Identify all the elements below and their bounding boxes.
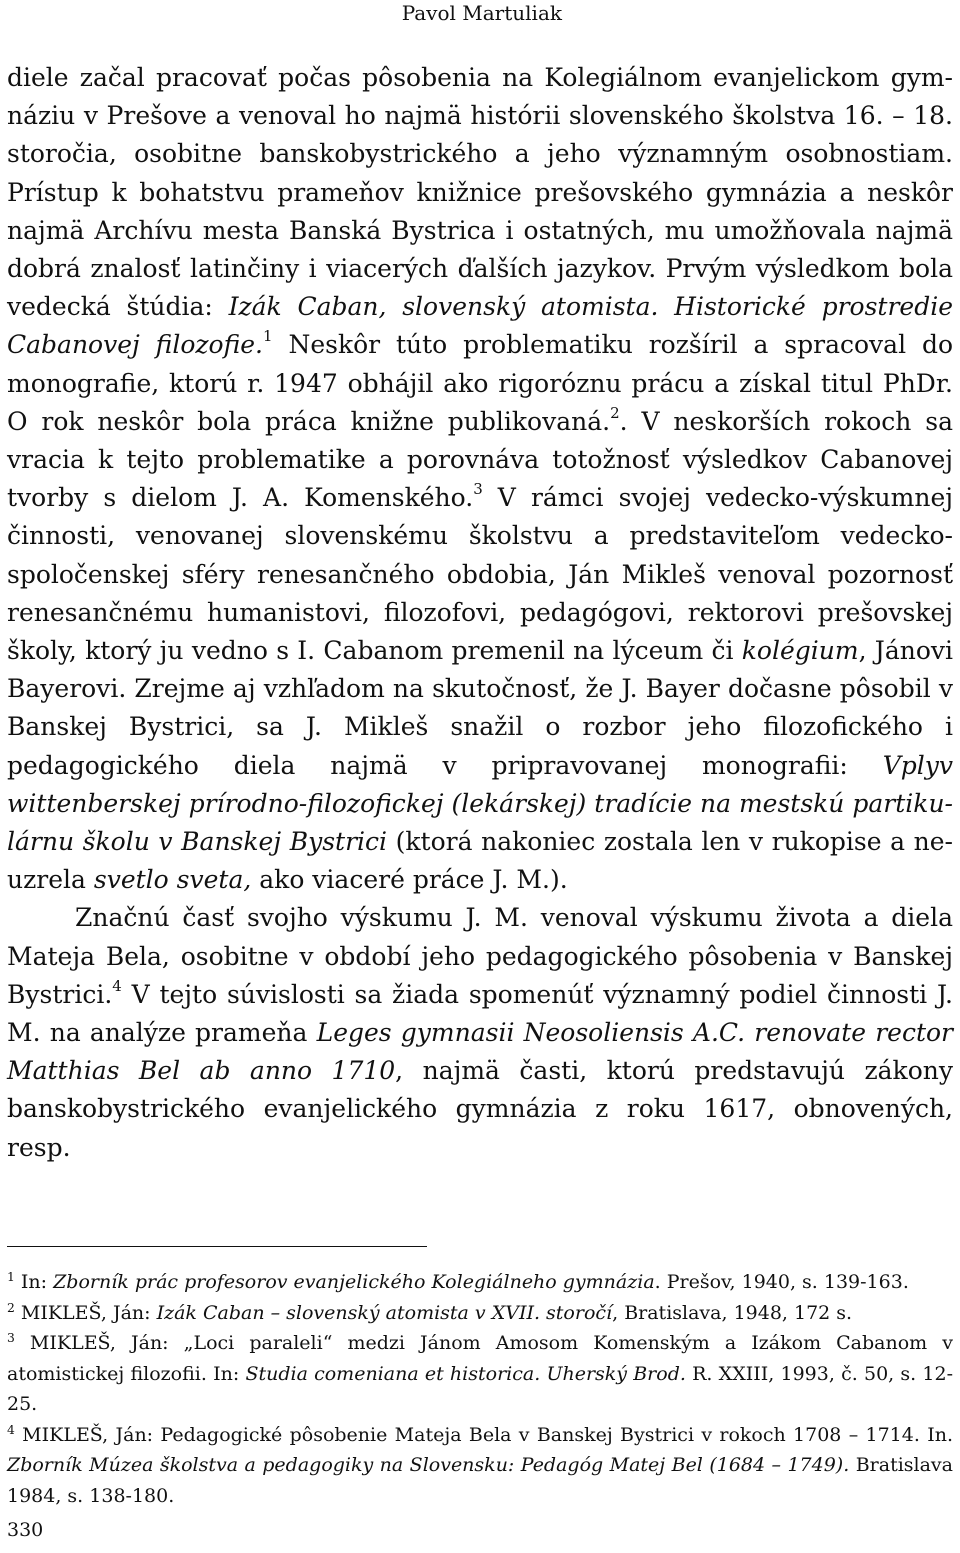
italic-text: kolégium: [741, 636, 859, 666]
text-run: MIKLEŠ, Ján: „Loci paraleli“ medzi Jánom Amosom Komenským a Izákom Cabanom v atomistickej filozofii. In:: [7, 1332, 953, 1385]
footnote-1: [7, 1267, 953, 1298]
footnote-mark: 3: [7, 1331, 15, 1346]
text-run: Bratislava 1984, s. 138-180.: [7, 1454, 953, 1507]
footnote-3: [7, 1328, 953, 1420]
text-run: (ktorá nakoniec zostala len v rukopise a neuzrela: [7, 827, 953, 895]
text-run: R. XXIII, 1993, č. 50, s. 12-25.: [7, 1362, 953, 1415]
footnote-reference: 1: [263, 327, 273, 346]
text-run: , Jánovi Bayerovi. Zrejme aj vzhľadom na skutočnosť, že J. Bayer dočasne pôsobil v Banskej Bystrici, sa J. Mikleš snažil o rozbor jeho filozofického i pedagogického diela najmä v pripravovanej monografii:: [7, 636, 953, 780]
text-run: V tejto súvislosti sa žiada spomenúť významný podiel činnosti J. M. na analýze prameňa: [7, 979, 953, 1048]
text-run: MIKLEŠ, Ján:: [14, 1301, 157, 1324]
italic-text: Zborník Múzea školstva a pedagogiky na Slovensku: Pedagóg Matej Bel (1684 – 1749).: [7, 1454, 850, 1476]
italic-text: Zborník prác profesorov evanjelického Kolegiálneho gymnázia: [53, 1271, 655, 1293]
italic-text: svetlo sveta,: [93, 865, 252, 895]
body-text: [7, 59, 953, 1167]
text-run: , Bratislava, 1948, 172 s.: [612, 1301, 853, 1324]
text-run: MIKLEŠ, Ján: Pedagogické pôsobenie Mateja Bela v Banskej Bystrici v rokoch 1708 – 1714. In.: [14, 1423, 953, 1446]
italic-text: Izák Caban, slovenský atomista. Historické prostredie Cabanovej filozofie.: [7, 292, 953, 360]
page-number: 330: [7, 1519, 44, 1541]
footnote-mark: 4: [7, 1422, 15, 1437]
paragraph-1: [7, 59, 953, 899]
footnote-reference: 2: [610, 403, 620, 422]
footnote-reference: 4: [112, 976, 122, 995]
text-run: . Prešov, 1940, s. 139-163.: [654, 1271, 909, 1293]
running-header-author: Pavol Martuliak: [401, 1, 562, 25]
footnotes: [7, 1267, 953, 1511]
text-run: diele začal pracovať počas pôsobenia na Kolegiálnom evanjelickom gymnáziu v Prešove a venoval ho najmä histórii slovenského školstva 16. – 18. storočia, osobitne banskobystrického a jeho významným osobnostiam. Prístup k bohatstvu prameňov knižnice prešovského gymnázia a neskôr najmä Archívu mesta Banská Bystrica i ostatných, mu umožňovala najmä dobrá znalosť latinčiny i viacerých ďalších jazykov. Prvým výsledkom bola vedecká štúdia:: [7, 63, 953, 322]
text-run: V rámci svojej vedecko-výskumnej činnosti, venovanej slovenskému školstvu a predstaviteľom vedecko-spoločenskej sféry renesančného obdobia, Ján Mikleš venoval pozornosť renesančnému humanistovi, filozofovi, pedagógovi, rektorovi prešovskej školy, ktorý ju vedno s I. Cabanom premenil na lýceum či: [7, 483, 954, 666]
footnote-mark: 1: [7, 1270, 15, 1285]
footnote-reference: 3: [473, 480, 483, 499]
footnote-mark: 2: [7, 1300, 15, 1315]
italic-text: Studia comeniana et historica. Uherský Brod.: [245, 1362, 686, 1385]
text-run: Neskôr túto problematiku rozšíril a spracoval do monografie, ktorú r. 1947 obhájil ako rigoróznu prácu a získal titul PhDr. O rok neskôr bola práca knižne publikovaná.: [7, 330, 954, 436]
paragraph-2: [7, 899, 953, 1166]
footnote-2: [7, 1298, 953, 1329]
italic-text: Leges gymnasii Neosoliensis A.C. renovate rector Matthias Bel ab anno 1710: [7, 1018, 954, 1086]
text-run: . V neskorších rokoch sa vracia k tejto problematike a porovnáva totožnosť výsledkov Cabanovej tvorby s dielom J. A. Komenského.: [7, 406, 953, 513]
footnote-separator: [7, 1246, 427, 1247]
text-run: In:: [14, 1271, 54, 1293]
text-run: , najmä časti, ktorú predstavujú zákony banskobystrického evanjelického gymnázia z roku 1617, obnovených, resp.: [7, 1056, 953, 1162]
text-run: Značnú časť svojho výskumu J. M. venoval výskumu života a diela Mateja Bela, osobitne v období jeho pedagogického pôsobenia v Banskej Bystrici.: [7, 903, 953, 1009]
italic-text: Izák Caban – slovenský atomista v XVII. storočí: [156, 1301, 613, 1324]
text-run: ako viaceré práce J. M.).: [251, 865, 568, 895]
italic-text: Vplyv wittenberskej prírodno-filozofickej (lekárskej) tradície na mestskú partikulárnu školu v Banskej Bystrici: [7, 750, 953, 857]
footnote-4: [7, 1420, 953, 1512]
